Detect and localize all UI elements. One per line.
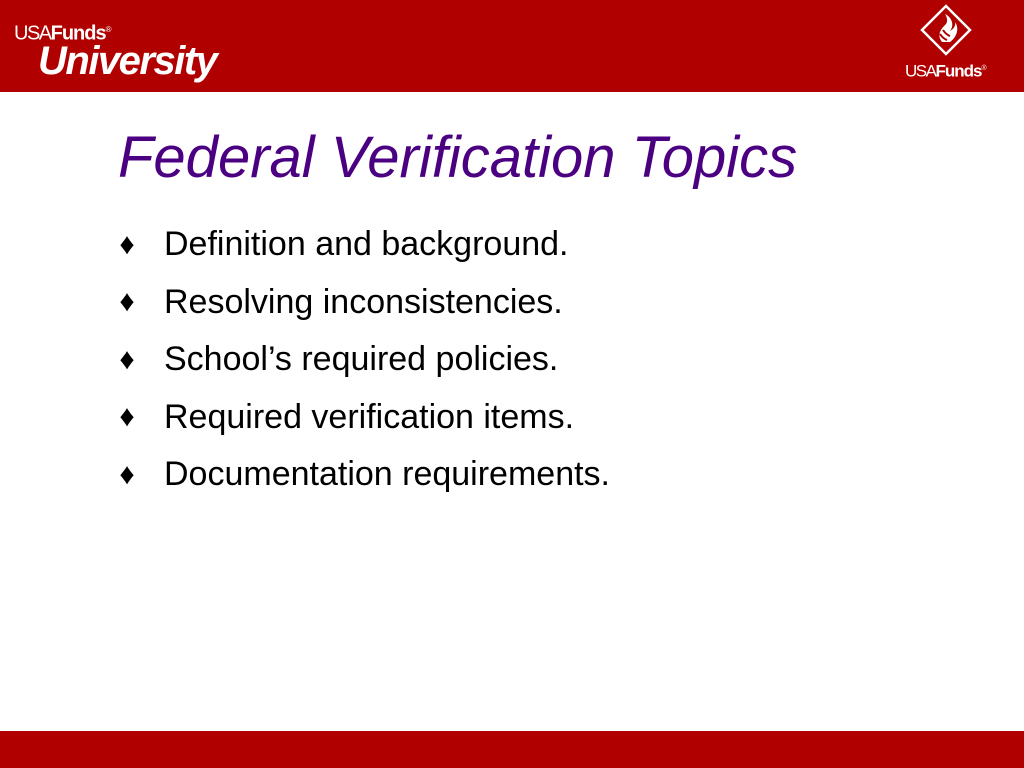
bullet-text: Documentation requirements. <box>164 455 611 494</box>
usa-text: USA <box>905 61 936 81</box>
list-item <box>112 331 610 389</box>
diamond-bullet-icon: ♦ <box>119 342 135 376</box>
header-band <box>0 0 1024 92</box>
diamond-bullet-icon: ♦ <box>119 400 135 434</box>
diamond-flame-icon <box>920 4 972 56</box>
funds-text: Funds <box>935 61 982 81</box>
university-text: University <box>38 39 217 83</box>
diamond-bullet-icon: ♦ <box>119 285 135 319</box>
list-item <box>112 274 610 332</box>
list-item <box>112 389 610 447</box>
usa-text: USA <box>14 22 51 45</box>
funds-text: Funds <box>50 22 106 45</box>
bullet-text: Definition and background. <box>164 225 569 264</box>
usafunds-university-logo <box>14 12 217 86</box>
registered-mark: ® <box>981 65 987 72</box>
usafunds-logo <box>900 4 1000 88</box>
registered-mark: ® <box>105 25 112 34</box>
diamond-bullet-icon: ♦ <box>119 227 135 261</box>
list-item <box>112 216 610 274</box>
bullet-text: Required verification items. <box>164 397 575 436</box>
bullet-text: School’s required policies. <box>164 340 559 379</box>
usafunds-wordmark-right <box>905 60 987 81</box>
list-item <box>112 446 610 504</box>
footer-band <box>0 731 1024 768</box>
diamond-bullet-icon: ♦ <box>119 457 135 491</box>
bullet-list <box>112 216 610 504</box>
bullet-text: Resolving inconsistencies. <box>164 282 563 321</box>
slide-title: Federal Verification Topics <box>118 125 798 190</box>
